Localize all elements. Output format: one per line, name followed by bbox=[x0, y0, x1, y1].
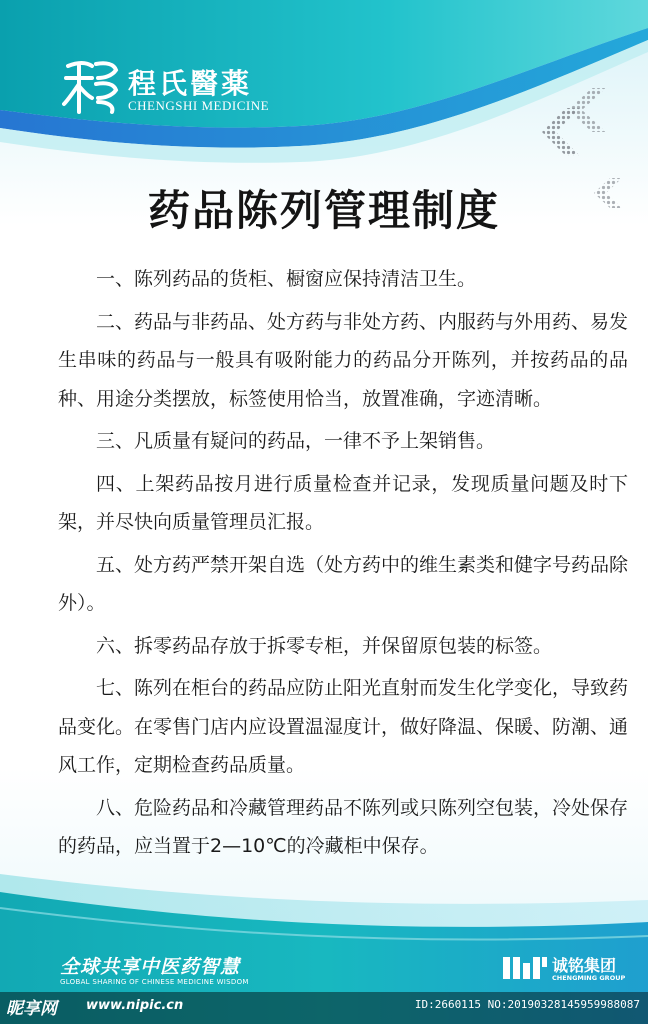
watermark-id: ID:2660115 NO:20190328145959988087 bbox=[414, 998, 640, 1011]
rule-item-8: 八、危险药品和冷藏管理药品不陈列或只陈列空包装，冷处保存的药品，应当置于2—10℃的冷藏柜中保存。 bbox=[58, 796, 629, 857]
group-name-english: CHENGMING GROUP bbox=[552, 974, 626, 982]
brand-name-english: CHENGSHI MEDICINE bbox=[128, 98, 270, 113]
brand-logo-icon bbox=[62, 56, 120, 116]
rule-item-4: 四、上架药品按月进行质量检查并记录，发现质量问题及时下架，并尽快向质量管理员汇报。 bbox=[58, 472, 628, 533]
brand-name: 程氏醫薬 bbox=[128, 67, 253, 100]
rule-item-3: 三、凡质量有疑问的药品，一律不予上架销售。 bbox=[96, 430, 496, 452]
rule-item-1: 一、陈列药品的货柜、橱窗应保持清洁卫生。 bbox=[96, 268, 477, 290]
footer-slogan-english: GLOBAL SHARING OF CHINESE MEDICINE WISDOM bbox=[60, 978, 249, 986]
rule-item-7: 七、陈列在柜台的药品应防止阳光直射而发生化学变化，导致药品变化。在零售门店内应设置温湿度计，做好降温、保暖、防潮、通风工作，定期检查药品质量。 bbox=[58, 677, 629, 776]
page-title: 药品陈列管理制度 bbox=[147, 186, 500, 235]
rule-item-2: 二、药品与非药品、处方药与非处方药、内服药与外用药、易发生串味的药品与一般具有吸附能力的药品分开陈列，并按药品的品种、用途分类摆放，标签使用恰当，放置准确，字迹清晰。 bbox=[58, 310, 629, 410]
rule-item-6: 六、拆零药品存放于拆零专柜，并保留原包装的标签。 bbox=[96, 634, 553, 657]
footer-slogan: 全球共享中医药智慧 bbox=[60, 956, 241, 978]
rules-list bbox=[58, 260, 628, 870]
rule-item-5: 五、处方药严禁开架自选（处方药中的维生素类和健字号药品除外）。 bbox=[58, 553, 629, 614]
group-logo-icon bbox=[502, 953, 548, 981]
watermark-site-name: 昵享网 bbox=[6, 999, 57, 1019]
watermark-url: www.nipic.cn bbox=[86, 998, 184, 1013]
group-name: 诚铭集团 bbox=[552, 956, 617, 975]
